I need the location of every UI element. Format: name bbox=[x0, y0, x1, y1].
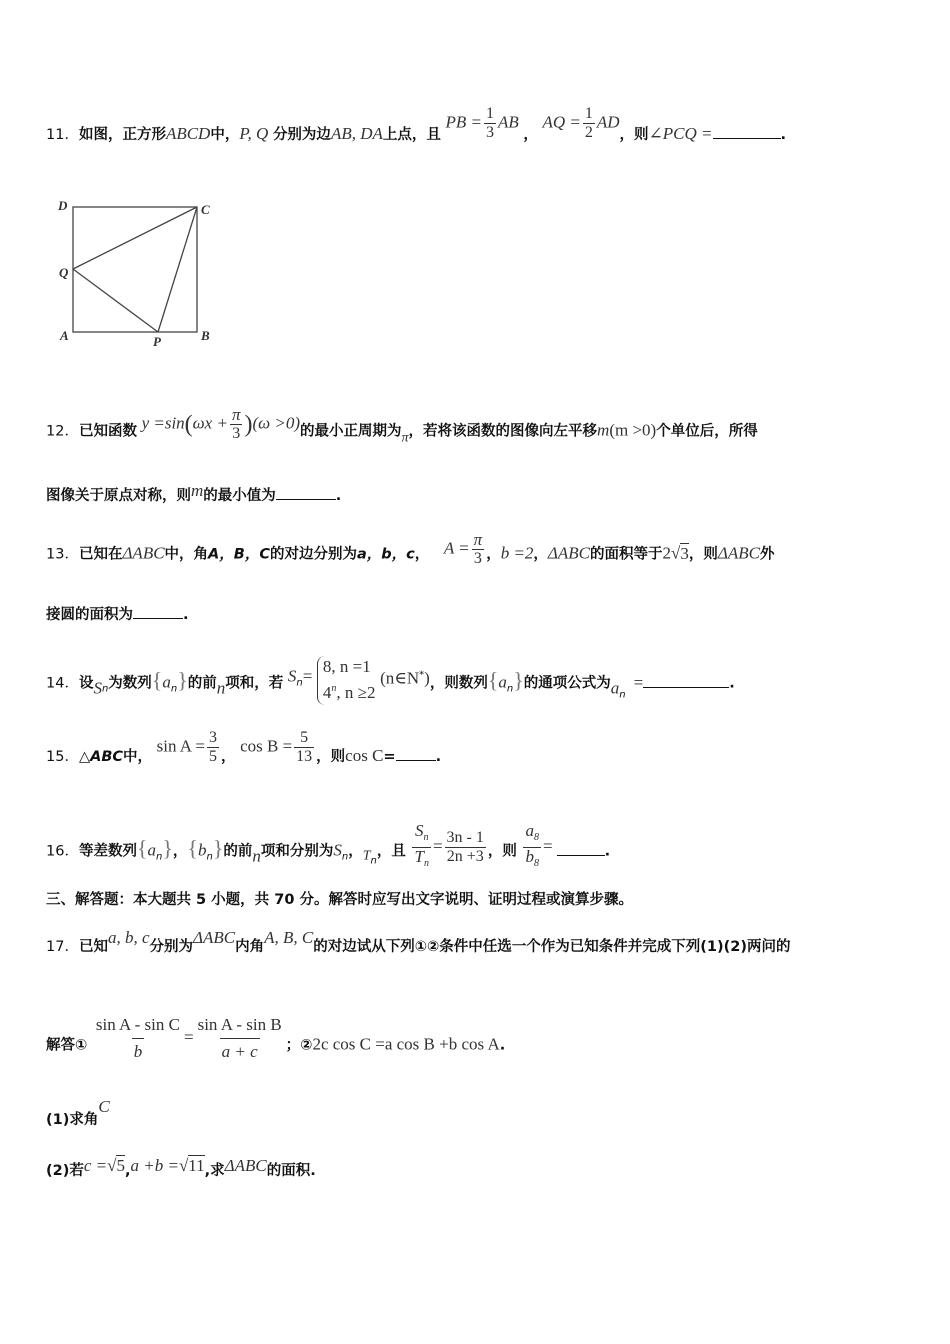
q16-ratio-fraction bbox=[445, 829, 486, 866]
q17-angles: A, B, C bbox=[264, 928, 314, 947]
q13-radicand: 3 bbox=[680, 543, 689, 563]
q17-part1 bbox=[46, 1097, 110, 1130]
q16-comma: ， bbox=[348, 843, 363, 860]
q13-triangle: ΔABC bbox=[547, 543, 591, 563]
subscript: n bbox=[101, 683, 109, 695]
brace: } bbox=[162, 835, 173, 861]
q11-text: ，则 bbox=[619, 127, 649, 143]
q11-pb: PB = bbox=[445, 112, 482, 131]
q12-text: ，若将该函数的图像向左平移 bbox=[408, 423, 598, 440]
brace: { bbox=[151, 667, 163, 693]
subscript: n bbox=[156, 851, 163, 863]
frac-num bbox=[413, 822, 431, 847]
q17-c: c = bbox=[83, 1156, 108, 1175]
q17-number: 17． bbox=[46, 939, 79, 955]
q16-text: 的前 bbox=[223, 843, 253, 860]
q13-triangle: ΔABC bbox=[122, 543, 165, 563]
q12-end: . bbox=[335, 488, 342, 504]
q15-cosb: cos B = bbox=[240, 736, 293, 755]
q16-n: n bbox=[252, 846, 261, 866]
q12-text: 的最小值为 bbox=[203, 488, 276, 504]
q17-text: 内角 bbox=[235, 939, 265, 955]
label-q: Q bbox=[59, 265, 69, 280]
q14-text: 项和，若 bbox=[225, 675, 284, 692]
label-p: P bbox=[153, 334, 161, 349]
q15-eq: = bbox=[383, 749, 396, 765]
frac-den bbox=[523, 847, 541, 873]
case2-base: 4 bbox=[322, 683, 332, 702]
q17-text: ；② bbox=[285, 1037, 313, 1054]
q13-fraction bbox=[472, 531, 485, 568]
q16-t: T bbox=[414, 847, 424, 866]
label-c: C bbox=[201, 202, 210, 217]
q14-text: 的通项公式为 bbox=[523, 675, 611, 692]
q14-text: 设 bbox=[78, 675, 94, 692]
q13-angle-a: A = bbox=[443, 538, 470, 558]
q17-line2 bbox=[46, 1015, 506, 1065]
subscript: 8 bbox=[533, 832, 539, 843]
q14-number: 14． bbox=[46, 675, 79, 692]
q14-s: S bbox=[93, 678, 102, 698]
q11-ab: AB bbox=[497, 112, 519, 131]
frac-num bbox=[523, 822, 541, 847]
q17-part1-text: (1)求角 bbox=[46, 1112, 99, 1128]
subscript: n bbox=[206, 851, 213, 863]
frac-num: sin A - sin B bbox=[197, 1015, 282, 1034]
q16-line: 16．等差数列$\{a_n\}$，$\{b_n\}$的前n项和分别为$S_n$，$T_n$，且 $\frac{S_n}{T_n}$ = $\frac{3n - 1}{2n +3}$ ，则 $\frac{a_8}{b_8}$ = . bbox=[46, 830, 610, 873]
q13-angles: A，B，C bbox=[208, 546, 270, 563]
subscript: n bbox=[423, 858, 429, 869]
q16-text: ，则 bbox=[487, 843, 517, 860]
q11-text: 上点，且 bbox=[382, 127, 441, 143]
q16-text: 项和分别为 bbox=[260, 843, 334, 860]
q12-fraction bbox=[230, 406, 243, 443]
q13-text: 中，角 bbox=[164, 546, 209, 563]
q16-text: 等差数列 bbox=[78, 843, 137, 860]
q13-area-coef: 2 bbox=[662, 543, 672, 563]
frac-num: 1 bbox=[485, 104, 494, 122]
q13-b: b =2 bbox=[500, 543, 534, 563]
label-d: D bbox=[58, 198, 68, 213]
q11-text: 分别为边 bbox=[272, 127, 331, 143]
answer-blank[interactable] bbox=[643, 673, 729, 688]
q17-condition2: 2c cos C =a cos B +b cos A bbox=[312, 1034, 500, 1054]
q13-end: . bbox=[183, 607, 189, 623]
q14-a: a bbox=[162, 672, 171, 692]
frac-num: sin A - sin C bbox=[95, 1015, 180, 1034]
subscript: n bbox=[619, 689, 626, 701]
q11-comma: ， bbox=[523, 127, 538, 143]
q16-b8: b bbox=[525, 847, 534, 866]
subscript: n bbox=[170, 683, 178, 695]
q15-sin-fraction bbox=[207, 729, 219, 766]
q17-ab: a +b = bbox=[130, 1156, 179, 1175]
q11-angle: ∠PCQ = bbox=[648, 124, 713, 143]
q14-a: a bbox=[498, 672, 507, 692]
brace: } bbox=[177, 667, 188, 693]
q14-s: S bbox=[287, 666, 297, 686]
brace: { bbox=[136, 835, 148, 861]
frac-num: 3n - 1 bbox=[446, 829, 484, 846]
q16-s: S bbox=[333, 840, 342, 860]
frac-num: 3 bbox=[208, 728, 217, 746]
q14-domain-end: ) bbox=[424, 668, 430, 688]
q17-text: 已知 bbox=[78, 939, 108, 955]
q15-text: ，则 bbox=[316, 749, 346, 765]
q13-text: 已知在 bbox=[78, 546, 123, 563]
frac-num: π bbox=[473, 530, 483, 549]
q15-number: 15． bbox=[46, 749, 79, 765]
q12-number: 12． bbox=[46, 423, 79, 440]
q13-text: 的对边分别为 bbox=[269, 546, 357, 563]
q15-line bbox=[46, 728, 442, 767]
q13-sides: a，b，c bbox=[356, 546, 415, 563]
q16-a8: a bbox=[525, 821, 534, 840]
q17-fraction-right bbox=[196, 1012, 284, 1065]
subscript: n bbox=[370, 855, 377, 867]
q16-t: T bbox=[362, 848, 371, 864]
q17-text: 分别为 bbox=[149, 939, 193, 955]
q13-text: 的面积等于 bbox=[590, 546, 663, 563]
q16-text: ，且 bbox=[376, 843, 406, 860]
frac-den: 3 bbox=[473, 550, 482, 567]
q12-text: 的最小正周期为 bbox=[300, 423, 402, 440]
q14-a: a bbox=[610, 678, 620, 698]
q17-radicand: 11 bbox=[188, 1156, 205, 1175]
q12-line2 bbox=[46, 481, 341, 506]
q11-points: P, Q bbox=[239, 124, 269, 143]
answer-blank[interactable] bbox=[713, 124, 781, 139]
q17-angle-c: C bbox=[98, 1097, 110, 1116]
q16-a: a bbox=[147, 840, 157, 860]
q13-triangle: ΔABC bbox=[717, 543, 760, 563]
brace: } bbox=[212, 835, 224, 861]
frac-den: b bbox=[132, 1038, 145, 1065]
q13-text: ，则 bbox=[688, 546, 718, 563]
q17-end: . bbox=[499, 1037, 506, 1054]
segment-qp bbox=[73, 269, 158, 332]
segment-pc bbox=[158, 207, 197, 332]
frac-num: 5 bbox=[300, 728, 309, 746]
q12-condition: (ω >0) bbox=[252, 413, 301, 433]
q14-n: n bbox=[216, 678, 226, 698]
q12-line bbox=[46, 405, 758, 449]
q11-end: . bbox=[780, 127, 787, 143]
q16-eq: = bbox=[542, 836, 553, 856]
q16-comma: ， bbox=[172, 843, 188, 860]
brace: { bbox=[187, 835, 198, 861]
subscript: n bbox=[423, 832, 429, 843]
q13-text: 接圆的面积为 bbox=[46, 607, 133, 623]
paren: ( bbox=[184, 411, 193, 438]
q12-text: 个单位后，所得 bbox=[656, 423, 758, 440]
q12-omega: ωx + bbox=[192, 413, 228, 433]
q14-line: 14．设$S_n$为数列$\{a_n\}$的前n项和，若 $S^n=$ 8, n =1 4$^n$, n ≥2 (n∈N*)，则数列$\{a_n\}$的通项公式为$a_n=$ . bbox=[46, 662, 735, 706]
q11-text: 中， bbox=[210, 127, 240, 143]
q15-comma: ， bbox=[220, 749, 236, 765]
superscript: n bbox=[331, 683, 337, 694]
q16-number: 16． bbox=[46, 843, 79, 860]
square-figure bbox=[40, 192, 230, 352]
q17-text: 解答① bbox=[46, 1037, 88, 1054]
q14-case1: 8, n =1 bbox=[322, 657, 371, 676]
q14-case2 bbox=[323, 678, 376, 705]
q15-sina: sin A = bbox=[156, 736, 205, 755]
section-heading: 三、解答题：本大题共 5 小题，共 70 分。解答时应写出文字说明、证明过程或演算步骤。 bbox=[46, 892, 633, 908]
frac-den: 3 bbox=[232, 425, 241, 442]
q17-part2-text: ,求 bbox=[204, 1163, 225, 1179]
q14-eq: = bbox=[633, 672, 644, 692]
frac-den: 2n +3 bbox=[446, 848, 484, 865]
q17-comma: , bbox=[124, 1163, 131, 1179]
segment-qc bbox=[73, 207, 197, 269]
q11-aq-fraction bbox=[583, 105, 595, 142]
q13-comma: ， bbox=[414, 546, 430, 563]
q17-line bbox=[46, 928, 790, 957]
q15-cos-fraction bbox=[294, 729, 314, 766]
q13-text: 外 bbox=[759, 546, 775, 563]
q11-square: ABCD bbox=[165, 124, 211, 143]
q16-ab-fraction bbox=[523, 822, 541, 873]
label-a: A bbox=[60, 328, 69, 343]
q15-triangle: △ABC bbox=[78, 749, 124, 765]
q11-line bbox=[46, 104, 787, 145]
subscript: 8 bbox=[533, 858, 539, 869]
q16-s: S bbox=[414, 821, 424, 840]
sqrt-sign: √ bbox=[671, 543, 681, 563]
answer-blank[interactable] bbox=[276, 485, 336, 500]
q12-m: m bbox=[191, 481, 204, 500]
q12-text: 已知函数 bbox=[78, 423, 137, 440]
frac-den: a + c bbox=[220, 1038, 260, 1065]
brace: { bbox=[487, 667, 499, 693]
q13-line2 bbox=[46, 604, 189, 625]
q12-function: y =sin bbox=[141, 413, 185, 433]
subscript: n bbox=[506, 683, 514, 695]
q14-text: 的前 bbox=[187, 675, 217, 692]
subscript: n bbox=[341, 851, 349, 863]
brace: } bbox=[513, 667, 524, 693]
q17-fraction-left bbox=[94, 1012, 182, 1065]
frac-den: 3 bbox=[485, 123, 494, 141]
q14-text: ，则数列 bbox=[429, 675, 488, 692]
frac-den: 2 bbox=[584, 123, 593, 141]
q13-comma: ， bbox=[486, 546, 501, 563]
frac-den: 13 bbox=[296, 747, 313, 765]
q11-text: 如图，正方形 bbox=[78, 127, 166, 143]
q11-edges: AB, DA bbox=[330, 124, 383, 143]
q14-piecewise bbox=[317, 656, 376, 705]
q11-number: 11． bbox=[46, 127, 79, 143]
q17-text: 的对边试从下列①②条件中任选一个作为已知条件并完成下列(1)(2)两问的 bbox=[313, 939, 791, 955]
frac-num: π bbox=[231, 405, 241, 424]
paren: ) bbox=[244, 411, 253, 438]
answer-blank[interactable] bbox=[396, 746, 436, 761]
q12-m-condition: (m >0) bbox=[609, 420, 657, 440]
answer-blank[interactable] bbox=[557, 841, 605, 856]
q17-triangle: ΔABC bbox=[193, 928, 236, 947]
q13-number: 13． bbox=[46, 546, 79, 563]
superscript: * bbox=[419, 669, 425, 681]
q11-pb-fraction bbox=[484, 105, 496, 142]
square-outline bbox=[73, 207, 197, 332]
q14-text: 为数列 bbox=[108, 675, 152, 692]
q13-comma: ， bbox=[533, 546, 548, 563]
q16-b: b bbox=[197, 840, 207, 860]
q11-aq: AQ = bbox=[542, 112, 581, 131]
q14-end: . bbox=[729, 675, 735, 692]
q16-end: . bbox=[604, 843, 611, 860]
q12-m: m bbox=[597, 420, 610, 440]
q12-period: π bbox=[401, 430, 409, 446]
frac-num: 1 bbox=[584, 104, 593, 122]
subscript: n bbox=[296, 677, 303, 689]
q17-sides: a, b, c bbox=[107, 928, 150, 947]
frac-den bbox=[412, 847, 430, 873]
label-b: B bbox=[201, 328, 210, 343]
q17-part2: (2)若c =√5,a +b =√11,求ΔABC的面积. bbox=[46, 1156, 316, 1179]
q15-cosc: cos C bbox=[345, 746, 384, 765]
q15-end: . bbox=[435, 749, 442, 765]
q17-part2-text: (2)若 bbox=[46, 1163, 84, 1179]
q17-radicand: 5 bbox=[116, 1156, 125, 1175]
q14-domain: (n∈N bbox=[380, 668, 420, 688]
q12-text: 图像关于原点对称，则 bbox=[46, 488, 191, 504]
q17-eq: = bbox=[183, 1027, 194, 1047]
q13-line bbox=[46, 530, 775, 568]
case2-cond: , n ≥2 bbox=[336, 683, 376, 702]
q11-ad: AD bbox=[596, 112, 620, 131]
answer-blank[interactable] bbox=[133, 604, 183, 619]
q16-st-fraction bbox=[412, 822, 430, 873]
frac-den: 5 bbox=[208, 747, 217, 765]
q17-triangle: ΔABC bbox=[224, 1156, 267, 1175]
q15-text: 中， bbox=[123, 749, 153, 765]
q17-part2-text: 的面积. bbox=[266, 1163, 316, 1179]
